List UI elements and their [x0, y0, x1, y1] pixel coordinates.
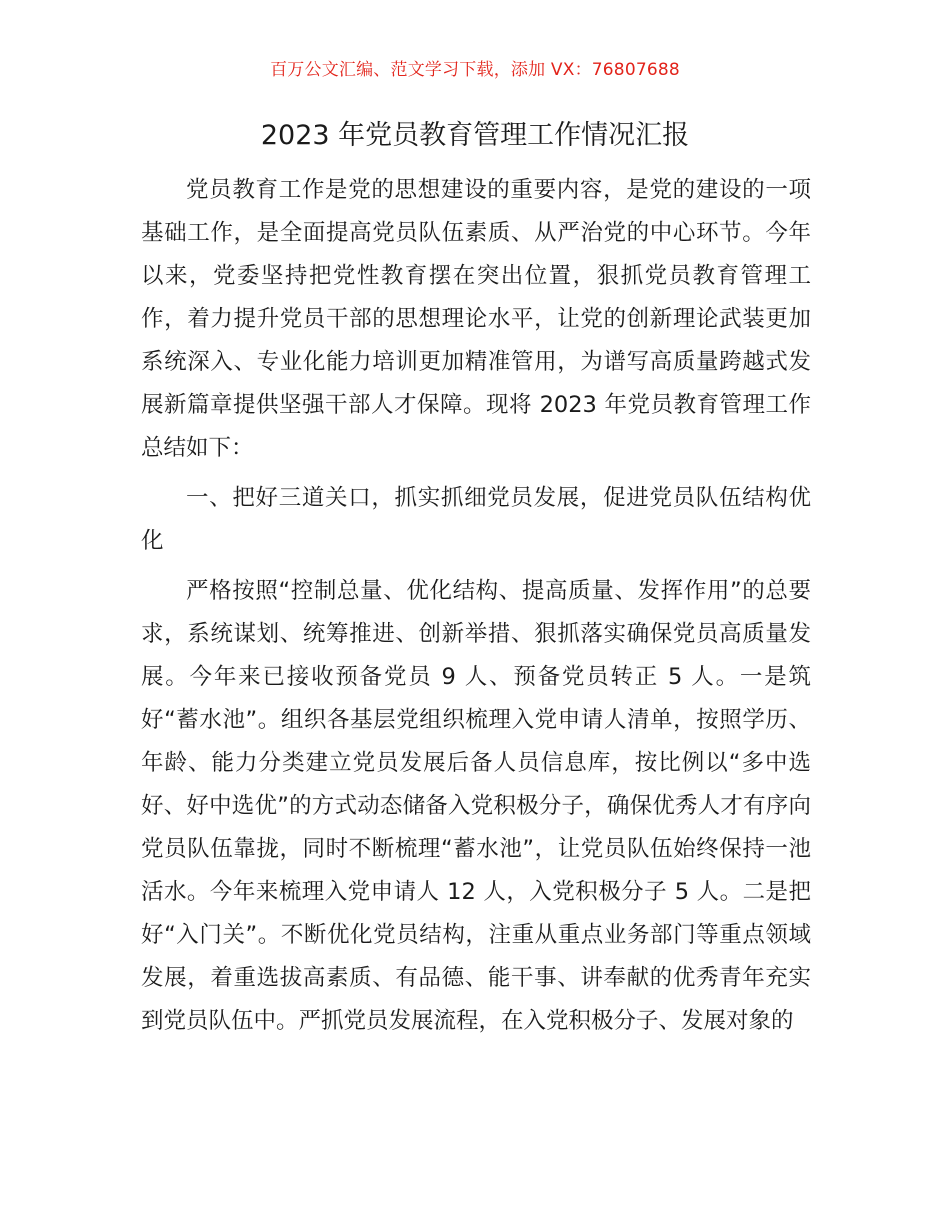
header-banner: 百万公文汇编、范文学习下载，添加 VX：76807688: [270, 60, 680, 80]
document-body: [141, 169, 811, 1043]
body-paragraph: 严格按照“控制总量、优化结构、提高质量、发挥作用”的总要求，系统谋划、统筹推进、创新举措、狠抓落实确保党员高质量发展。今年来已接收预备党员 9 人、预备党员转正 5 人。一是筑好“蓄水池”。组织各基层党组织梳理入党申请人清单，按照学历、年龄、能力分类建立党员发展后备人员信息库，按比例以“多中选好、好中选优”的方式动态储备入党积极分子，确保优秀人才有序向党员队伍靠拢，同时不断梳理“蓄水池”，让党员队伍始终保持一池活水。今年来梳理入党申请人 12 人，入党积极分子 5 人。二是把好“入门关”。不断优化党员结构，注重从重点业务部门等重点领域发展，着重选拔高素质、有品德、能干事、讲奉献的优秀青年充实到党员队伍中。严抓党员发展流程，在入党积极分子、发展对象的: [141, 578, 811, 1034]
section-heading-1: 一、把好三道关口，抓实抓细党员发展，促进党员队伍结构优化: [141, 485, 811, 554]
document-title: 2023 年党员教育管理工作情况汇报: [260, 120, 690, 151]
intro-paragraph: 党员教育工作是党的思想建设的重要内容，是党的建设的一项基础工作，是全面提高党员队伍素质、从严治党的中心环节。今年以来，党委坚持把党性教育摆在突出位置，狠抓党员教育管理工作，着力提升党员干部的思想理论水平，让党的创新理论武装更加系统深入、专业化能力培训更加精准管用，为谱写高质量跨越式发展新篇章提供坚强干部人才保障。现将 2023 年党员教育管理工作总结如下：: [141, 177, 811, 461]
